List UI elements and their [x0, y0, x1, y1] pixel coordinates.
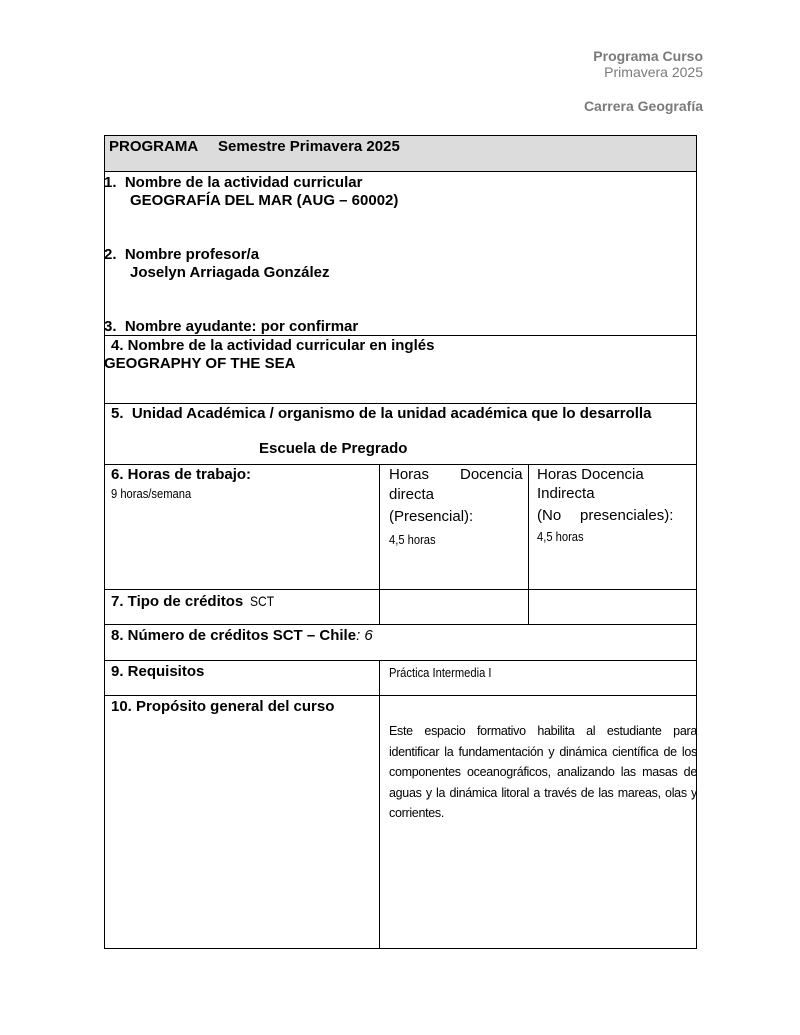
section3-label: 3. Nombre ayudante: por confirmar — [104, 318, 359, 335]
title-semester: Semestre Primavera 2025 — [218, 138, 400, 155]
section2-value: Joselyn Arriagada González — [130, 264, 330, 281]
indirect-label-3: (No — [537, 507, 562, 524]
header-block — [593, 48, 703, 80]
section9-value-wrap — [389, 664, 508, 682]
direct-label-2: Docencia — [460, 466, 523, 483]
indirect-value: 4,5 horas — [537, 529, 584, 544]
section8-value: : 6 — [356, 627, 373, 644]
section7-value: SCT — [250, 593, 275, 609]
section6-value-wrap — [111, 485, 204, 503]
section1-label: 1. Nombre de la actividad curricular — [104, 174, 363, 191]
header-career: Carrera Geografía — [583, 98, 703, 114]
direct-value: 4,5 horas — [389, 532, 436, 547]
section6-label: 6. Horas de trabajo: — [111, 466, 252, 483]
section10-label: 10. Propósito general del curso — [111, 698, 335, 715]
direct-label-4: (Presencial): — [389, 508, 474, 525]
section9-value: Práctica Intermedia I — [389, 665, 492, 680]
section1-value: GEOGRAFÍA DEL MAR (AUG – 60002) — [130, 192, 399, 209]
section7-label: 7. Tipo de créditos — [111, 593, 244, 610]
indirect-label-2: Indirecta — [537, 485, 595, 502]
section8-label: 8. Número de créditos SCT – Chile — [111, 627, 357, 644]
section5-label: 5. Unidad Académica / organismo de la unidad académica que lo desarrolla — [111, 405, 652, 422]
section2-label: 2. Nombre profesor/a — [104, 246, 260, 263]
direct-value-wrap — [389, 531, 443, 549]
direct-label-3: directa — [389, 486, 435, 503]
direct-label-1: Horas — [389, 466, 430, 483]
section6-value: 9 horas/semana — [111, 486, 192, 501]
section4-value: GEOGRAPHY OF THE SEA — [104, 355, 296, 372]
title-label: PROGRAMA — [109, 138, 199, 155]
section8-row — [111, 627, 373, 645]
section5-value: Escuela de Pregrado — [259, 440, 408, 457]
program-form — [104, 135, 697, 949]
indirect-value-wrap — [537, 528, 591, 546]
header-program-course: Programa Curso — [593, 48, 703, 64]
header-semester: Primavera 2025 — [604, 64, 703, 80]
section4-label: 4. Nombre de la actividad curricular en inglés — [111, 337, 435, 354]
indirect-label-4: presenciales): — [580, 507, 674, 524]
section9-label: 9. Requisitos — [111, 663, 205, 680]
indirect-label-1: Horas Docencia — [537, 466, 644, 483]
section7-row — [111, 592, 278, 611]
section10-value: Este espacio formativo habilita al estudiante para identificar la fundamentación y dinámica científica de los componentes oceanográficos, analizando las masas de aguas y la dinámica litoral a través de las mareas, olas y corrientes. — [389, 724, 697, 820]
